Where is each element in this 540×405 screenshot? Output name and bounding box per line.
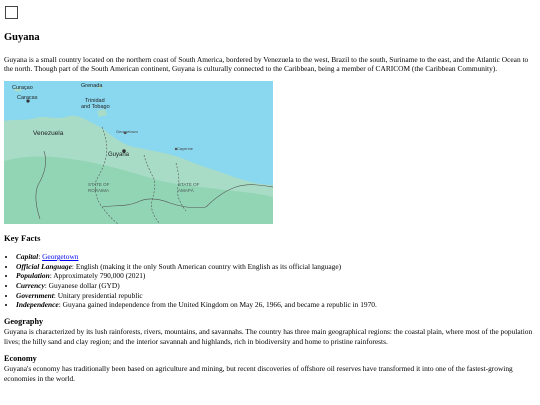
label-guyana: Guyana	[108, 151, 130, 158]
geography-heading: Geography	[4, 316, 44, 326]
economy-heading: Economy	[4, 353, 37, 363]
fact-capital	[16, 252, 536, 262]
fact-key: Capital	[16, 252, 39, 262]
label-amapa-2: AMAPÁ	[178, 187, 194, 193]
fact-value: Approximately 790,000 (2021)	[53, 271, 146, 281]
label-cayenne: Cayenne	[177, 145, 194, 151]
label-venezuela: Venezuela	[33, 129, 64, 137]
fact-key: Independence	[16, 300, 59, 310]
label-amapa-1: STATE OF	[178, 181, 200, 187]
fact-value: Guyanese dollar (GYD)	[48, 280, 120, 290]
fact-government	[16, 291, 536, 301]
key-facts-list	[4, 252, 536, 310]
fact-independence	[16, 300, 536, 310]
label-roraima-2: RORAIMA	[88, 187, 110, 193]
fact-value: Guyana gained independence from the United Kingdom on May 26, 1966, and became a republic in 1970.	[62, 300, 377, 310]
fact-sep: :	[49, 271, 54, 281]
checkbox[interactable]	[5, 6, 18, 19]
fact-sep: :	[53, 290, 58, 300]
fact-value: Unitary presidential republic	[57, 290, 143, 300]
label-trinidad-1: Trinidad	[85, 97, 105, 104]
fact-key: Official Language	[16, 261, 72, 271]
fact-currency	[16, 281, 536, 291]
key-facts-heading: Key Facts	[4, 232, 41, 243]
fact-key: Government	[16, 290, 54, 300]
georgetown-link[interactable]: Georgetown	[42, 252, 79, 262]
label-georgetown: Georgetown	[116, 128, 138, 134]
page-title: Guyana	[4, 32, 40, 43]
fact-value: English (making it the only South American country with English as its official language)	[75, 261, 342, 271]
fact-population	[16, 271, 536, 281]
map-image[interactable]	[4, 81, 273, 224]
label-roraima-1: STATE OF	[88, 181, 110, 187]
label-curacao: Curaçao	[12, 84, 33, 91]
fact-sep: :	[44, 280, 49, 290]
label-caracas: Caracas	[17, 94, 38, 101]
map-svg	[4, 81, 273, 224]
fact-key: Population	[16, 271, 50, 281]
geography-text: Guyana is characterized by its lush rainforests, rivers, mountains, and savannahs. The country has three main geographical regions: the coastal plain, where most of the population lives; the hilly sand and clay region; and the interior savannah and highlands, rich in biodiversity and home to pristine rainforests.	[4, 327, 533, 347]
label-trinidad-2: and Tobago	[81, 103, 110, 110]
economy-text: Guyana's economy has traditionally been based on agriculture and mining, but recent discoveries of offshore oil reserves have transformed it into one of the fastest-growing economies in the world.	[4, 364, 513, 383]
fact-official-language	[16, 262, 536, 272]
label-grenada: Grenada	[81, 82, 103, 89]
fact-sep: :	[38, 252, 43, 262]
fact-sep: :	[58, 300, 63, 310]
fact-sep: :	[71, 261, 76, 271]
intro-paragraph: Guyana is a small country located on the northern coast of South America, bordered by Venezuela to the west, Brazil to the south, Suriname to the east, and the Atlantic Ocean to the north. Though part of the South American continent, Guyana is culturally connected to the Caribbean, being a member of CARICOM (the Caribbean Community).	[4, 54, 529, 74]
fact-key: Currency	[16, 280, 45, 290]
